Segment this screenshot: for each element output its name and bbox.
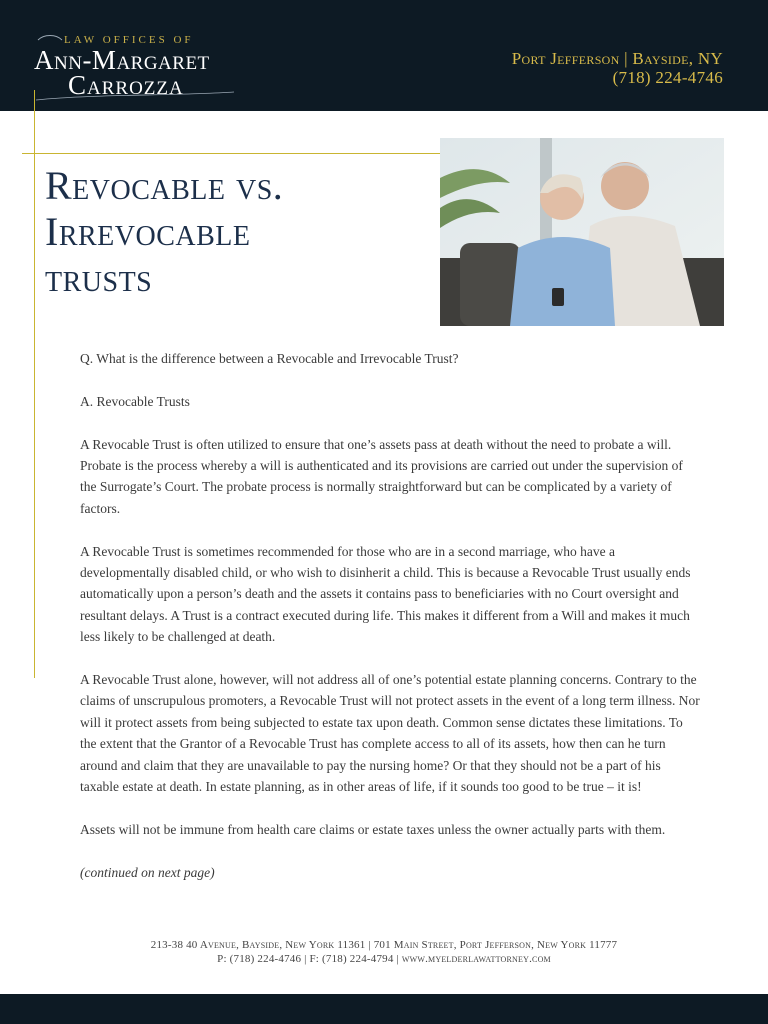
header-location: Port Jefferson | Bayside, NY [511, 49, 723, 68]
paragraph-4: Assets will not be immune from health care claims or estate taxes unless the owner actually parts with them. [80, 821, 666, 837]
firm-logo [34, 30, 254, 105]
couple-photo-image [440, 138, 724, 326]
gold-horizontal-rule [22, 153, 440, 154]
header-phone[interactable]: (718) 224-4746 [612, 68, 723, 87]
logo-small-text: LAW OFFICES OF [64, 34, 194, 46]
title-line-3: trusts [45, 255, 153, 300]
logo-name-first: Ann-Margaret [34, 45, 210, 75]
logo-name-last: Carrozza [68, 70, 184, 100]
answer-heading: A. Revocable Trusts [80, 393, 190, 409]
title-line-1: Revocable vs. [45, 163, 284, 208]
footer-bar [0, 994, 768, 1024]
footer-phone-web[interactable]: P: (718) 224-4746 | F: (718) 224-4794 | www.myelderlawattorney.com [217, 953, 551, 965]
header-bar [0, 0, 768, 111]
paragraph-3: A Revocable Trust alone, however, will not address all of one’s potential estate planning concerns. Contrary to the claims of unscrupulous promoters, a Revocable Trust will not protect assets in the event of a long term illness. Nor will it protect assets from being subjected to estate tax upon death. Common sense dictates these limitations. To the extent that the Grantor of a Revocable Trust has complete access to all of its assets, how then can he turn around and claim that they are unavailable to pay the nursing home? Or that they should not be a part of his taxable estate at death. In estate planning, as in other areas of life, if it sounds too good to be true – it is! [80, 672, 700, 795]
footer-address: 213-38 40 Avenue, Bayside, New York 11361 | 701 Main Street, Port Jefferson, New York 11777 [150, 939, 618, 951]
gold-vertical-rule [34, 90, 35, 678]
paragraph-2: A Revocable Trust is sometimes recommended for those who are in a second marriage, who have a developmentally disabled child, or who wish to disinherit a child. This is because a Revocable Trust usually ends automatically upon a person’s death and the assets it contains pass to beneficiaries with no Court oversight and resultant delays. A Trust is a contract executed during life. This makes it different from a Will and makes it much less likely to be challenged at death. [80, 543, 691, 645]
title-line-2: Irrevocable [45, 209, 251, 254]
question-text: Q. What is the difference between a Revocable and Irrevocable Trust? [80, 351, 459, 366]
footer-contact [0, 938, 768, 966]
page-title [45, 163, 425, 301]
couple-photo [440, 138, 724, 326]
header-contact [512, 49, 723, 87]
paragraph-1: A Revocable Trust is often utilized to ensure that one’s assets pass at death without the need to probate a will. Probate is the process whereby a will is authenticated and its provisions are carried out under the supervision of the Surrogate’s Court. The probate process is normally straightforward but can be complicated by a variety of factors. [80, 436, 683, 516]
article-body [80, 348, 702, 904]
continued-note: (continued on next page) [80, 864, 215, 880]
